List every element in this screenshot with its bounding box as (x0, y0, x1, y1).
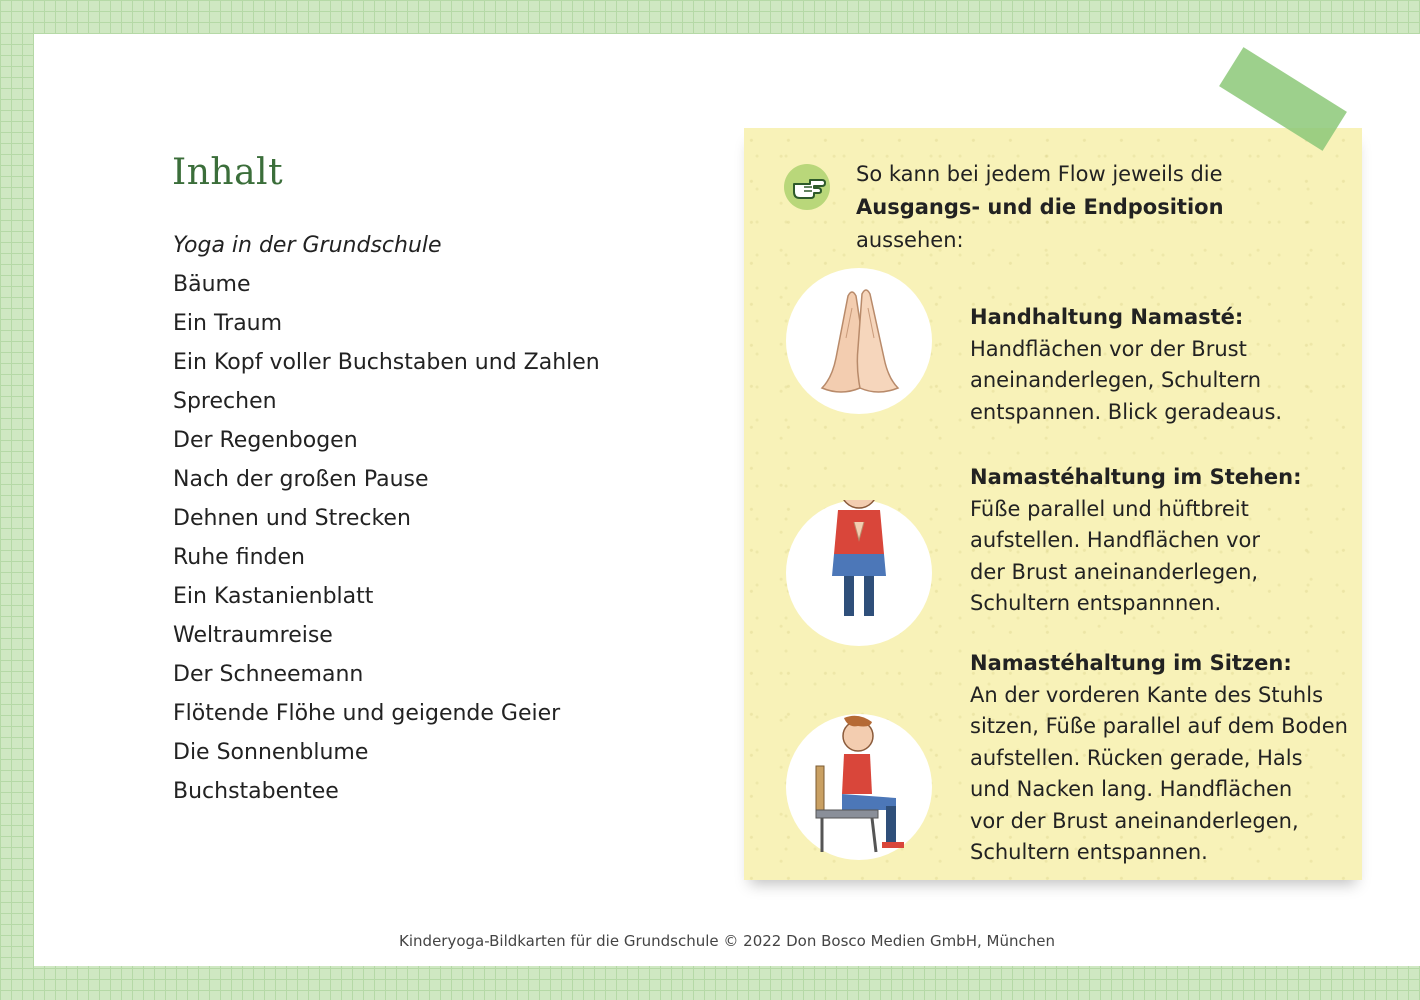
toc-item: Buchstabentee (173, 779, 339, 804)
intro-text (856, 158, 1336, 257)
pose-title: Namastéhaltung im Stehen: (970, 465, 1302, 489)
toc-item: Ein Traum (173, 311, 283, 336)
toc-item: Dehnen und Strecken (173, 506, 411, 531)
pose-text: Füße parallel und hüftbreit aufstellen. Handflächen vor der Brust aneinanderlegen, Schultern entspannnen. (970, 496, 1260, 615)
toc-item: Weltraumreise (173, 623, 333, 648)
pose-title: Handhaltung Namasté: (970, 305, 1244, 329)
pose-title: Namastéhaltung im Sitzen: (970, 651, 1292, 675)
toc-item: Die Sonnenblume (173, 740, 369, 765)
footer-copyright: Kinderyoga-Bildkarten für die Grundschule © 2022 Don Bosco Medien GmbH, München (399, 932, 1055, 950)
toc-item: Sprechen (173, 389, 277, 414)
sticky-note (744, 128, 1362, 880)
toc-item: Nach der großen Pause (173, 467, 429, 492)
toc-item: Bäume (173, 272, 251, 297)
standing-child-illustration (786, 500, 932, 646)
intro-bold: Ausgangs- und die Endposition (856, 195, 1224, 219)
sitting-child-illustration (786, 714, 932, 860)
toc-title: Inhalt (172, 152, 284, 193)
toc-item: Yoga in der Grundschule (173, 233, 442, 258)
pointing-hand-icon (784, 164, 830, 210)
pose-text: An der vorderen Kante des Stuhls sitzen, Füße parallel auf dem Boden aufstellen. Rücken gerade, Hals und Nacken lang. Handflächen vor der Brust aneinanderlegen, Schultern entspannen. (970, 682, 1348, 864)
page-card (34, 34, 1420, 966)
praying-hands-illustration (786, 268, 932, 414)
intro-line: So kann bei jedem Flow jeweils die (856, 162, 1223, 186)
pose-hands (970, 302, 1360, 428)
intro-line-rest: aussehen: (856, 228, 964, 252)
toc-item: Flötende Flöhe und geigende Geier (173, 701, 561, 726)
pose-text: Handflächen vor der Brust aneinanderlegen, Schultern entspannen. Blick geradeaus. (970, 336, 1283, 424)
toc-item: Ruhe finden (173, 545, 305, 570)
toc-item: Der Schneemann (173, 662, 364, 687)
pose-sitting (970, 648, 1360, 869)
toc-item: Der Regenbogen (173, 428, 358, 453)
toc-list (173, 226, 600, 811)
toc-item: Ein Kastanienblatt (173, 584, 374, 609)
pose-standing (970, 462, 1360, 620)
toc-item: Ein Kopf voller Buchstaben und Zahlen (173, 350, 600, 375)
